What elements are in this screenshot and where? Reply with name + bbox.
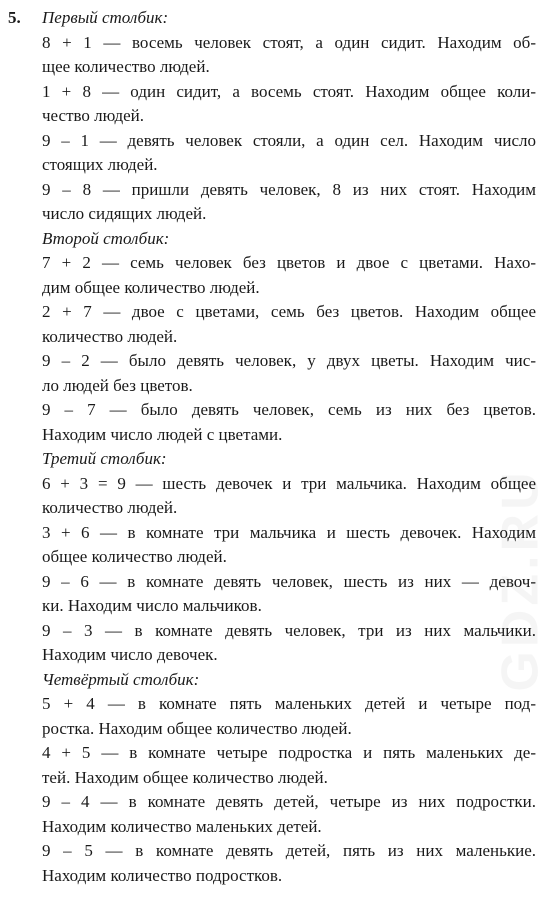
column-heading: Второй столбик: bbox=[42, 228, 170, 248]
text-line: чество людей. bbox=[42, 106, 145, 125]
text-line: стоящих людей. bbox=[42, 155, 158, 174]
column-heading: Четвёртый столбик: bbox=[42, 669, 200, 689]
column-heading: Первый столбик: bbox=[42, 8, 169, 27]
text-line: 9 – 7 — было девять человек, семь из них без цветов. bbox=[42, 400, 536, 419]
text-line: общее количество людей. bbox=[42, 547, 227, 566]
answer-text bbox=[42, 6, 536, 888]
text-line: 6 + 3 = 9 — шесть девочек и три мальчика. Находим общее bbox=[42, 473, 536, 493]
text-line: число сидящих людей. bbox=[42, 204, 207, 223]
text-line: 2 + 7 — двое с цветами, семь без цветов. Находим общее bbox=[42, 302, 536, 321]
text-line: 4 + 5 — в комнате четыре подростка и пять маленьких де- bbox=[42, 743, 536, 762]
text-line: ростка. Находим общее количество людей. bbox=[42, 718, 352, 738]
text-line: ки. Находим число мальчиков. bbox=[42, 596, 262, 615]
text-line: дим общее количество людей. bbox=[42, 277, 260, 297]
text-line: Находим число людей с цветами. bbox=[42, 424, 283, 444]
text-line: Находим количество подростков. bbox=[42, 865, 283, 885]
text-line: щее количество людей. bbox=[42, 57, 210, 76]
text-line: 9 – 3 — в комнате девять человек, три из них мальчики. bbox=[42, 620, 536, 640]
text-line: 5 + 4 — в комнате пять маленьких детей и четыре под- bbox=[42, 694, 536, 713]
text-line: Находим количество маленьких детей. bbox=[42, 816, 322, 836]
text-line: 3 + 6 — в комнате три мальчика и шесть девочек. Находим bbox=[42, 522, 536, 542]
text-line: количество людей. bbox=[42, 326, 178, 346]
text-line: ло людей без цветов. bbox=[42, 375, 193, 395]
text-line: количество людей. bbox=[42, 498, 178, 517]
task-number: 5. bbox=[8, 8, 21, 27]
text-line: Находим число девочек. bbox=[42, 645, 218, 664]
column-heading: Третий столбик: bbox=[42, 449, 167, 468]
text-line: 9 – 5 — в комнате девять детей, пять из них маленькие. bbox=[42, 841, 536, 860]
text-line: 7 + 2 — семь человек без цветов и двое с цветами. Нахо- bbox=[42, 253, 536, 272]
text-line: 9 – 1 — девять человек стояли, а один сел. Находим число bbox=[42, 130, 536, 150]
text-line: 9 – 4 — в комнате девять детей, четыре из них подростки. bbox=[42, 792, 536, 811]
text-line: 9 – 8 — пришли девять человек, 8 из них стоят. Находим bbox=[42, 179, 536, 199]
text-line: 9 – 6 — в комнате девять человек, шесть из них — девоч- bbox=[42, 571, 536, 591]
text-line: 9 – 2 — было девять человек, у двух цветы. Находим чис- bbox=[42, 351, 536, 370]
text-line: 8 + 1 — восемь человек стоят, а один сидит. Находим об- bbox=[42, 32, 536, 52]
text-line: тей. Находим общее количество людей. bbox=[42, 767, 328, 787]
text-line: 1 + 8 — один сидит, а восемь стоят. Находим общее коли- bbox=[42, 81, 536, 101]
